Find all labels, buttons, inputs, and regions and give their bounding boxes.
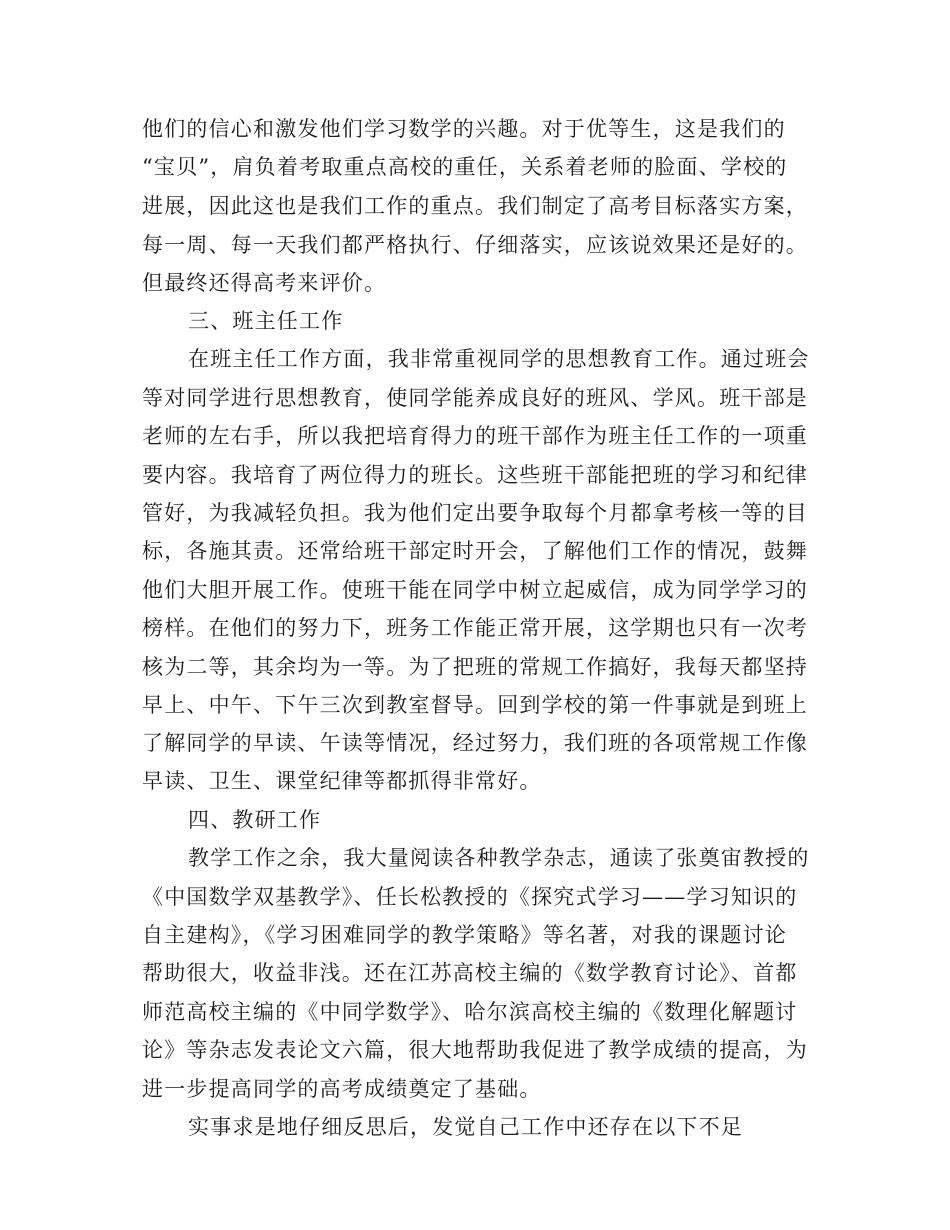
text-line: 等对同学进行思想教育，使同学能养成良好的班风、学风。班干部是 bbox=[142, 386, 808, 410]
text-line: 早上、中午、下午三次到教室督导。回到学校的第一件事就是到班上 bbox=[142, 693, 808, 717]
section-heading: 四、教研工作 bbox=[188, 808, 322, 832]
paragraph-first-line: 在班主任工作方面，我非常重视同学的思想教育工作。通过班会 bbox=[188, 347, 810, 371]
text-line: 论》等杂志发表论文六篇，很大地帮助我促进了教学成绩的提高，为 bbox=[142, 1038, 808, 1062]
text-line: 了解同学的早读、午读等情况，经过努力，我们班的各项常规工作像 bbox=[142, 731, 808, 755]
text-line: 《中国数学双基教学》、任长松教授的《探究式学习——学习知识的 bbox=[142, 885, 798, 909]
section-heading: 三、班主任工作 bbox=[188, 309, 344, 333]
text-line: 他们大胆开展工作。使班干能在同学中树立起威信，成为同学学习的 bbox=[142, 578, 808, 602]
text-line: 他们的信心和激发他们学习数学的兴趣。对于优等生，这是我们的 bbox=[142, 117, 786, 141]
text-line: 帮助很大，收益非浅。还在江苏高校主编的《数学教育讨论》、首都 bbox=[142, 961, 798, 985]
paragraph-first-line: 实事求是地仔细反思后，发觉自己工作中还存在以下不足 bbox=[188, 1115, 743, 1139]
text-line: 进一步提高同学的高考成绩奠定了基础。 bbox=[142, 1077, 542, 1101]
paragraph-first-line: 教学工作之余，我大量阅读各种教学杂志，通读了张奠宙教授的 bbox=[188, 846, 810, 870]
text-line: 老师的左右手，所以我把培育得力的班干部作为班主任工作的一项重 bbox=[142, 424, 808, 448]
text-line: 要内容。我培育了两位得力的班长。这些班干部能把班的学习和纪律 bbox=[142, 463, 808, 487]
text-line: 核为二等，其余均为一等。为了把班的常规工作搞好，我每天都坚持 bbox=[142, 655, 808, 679]
text-line: 标，各施其责。还常给班干部定时开会，了解他们工作的情况，鼓舞 bbox=[142, 539, 808, 563]
text-line: 管好，为我减轻负担。我为他们定出要争取每个月都拿考核一等的目 bbox=[142, 501, 808, 525]
text-line: “宝贝”，肩负着考取重点高校的重任，关系着老师的脸面、学校的 bbox=[142, 155, 788, 179]
text-line: 自主建构》，《学习困难同学的教学策略》等名著，对我的课题讨论 bbox=[142, 923, 787, 947]
text-line: 榜样。在他们的努力下，班务工作能正常开展，这学期也只有一次考 bbox=[142, 616, 808, 640]
text-line: 师范高校主编的《中同学数学》、哈尔滨高校主编的《数理化解题讨 bbox=[142, 1000, 798, 1024]
text-line: 每一周、每一天我们都严格执行、仔细落实，应该说效果还是好的。 bbox=[142, 233, 808, 257]
text-line: 早读、卫生、课堂纪律等都抓得非常好。 bbox=[142, 769, 542, 793]
text-line: 进展，因此这也是我们工作的重点。我们制定了高考目标落实方案， bbox=[142, 194, 808, 218]
text-line: 但最终还得高考来评价。 bbox=[142, 271, 387, 295]
